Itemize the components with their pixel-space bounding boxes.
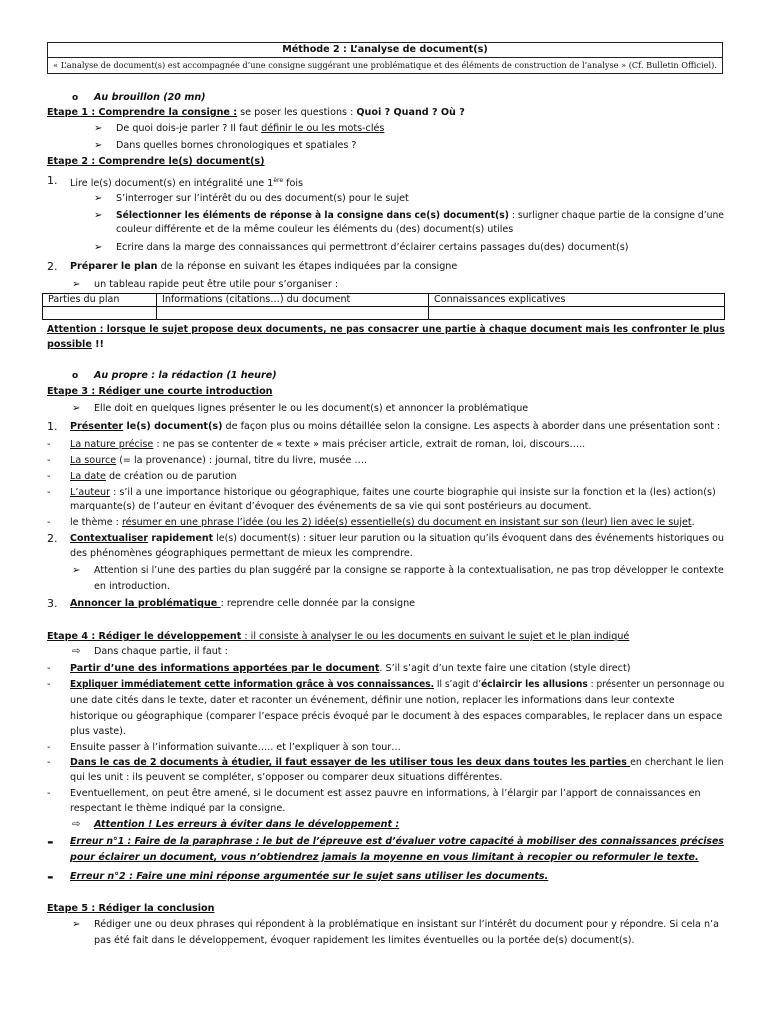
dash-bullet: - bbox=[47, 663, 51, 674]
etape4-d5-line2: respectant le thème indiqué par la consigne. bbox=[70, 803, 286, 814]
attention-line2 bbox=[47, 338, 104, 352]
etape3-n2 bbox=[70, 532, 724, 546]
etape3-n3-rest: : reprendre celle donnée par la consigne bbox=[220, 598, 416, 609]
etape4-e1: Erreur n°1 : Faire de la paraphrase : le but de l’épreuve est d’évaluer votre capacité à mobiliser des connaissances précises bbox=[70, 836, 724, 847]
etape4-d5: Eventuellement, on peut être amené, si le document est assez pauvre en informations, à l’élargir par l’apport de connaissances en bbox=[70, 788, 701, 799]
right-arrow-icon: ⇨ bbox=[72, 819, 81, 830]
etape3-d1 bbox=[70, 438, 585, 452]
attention-possible: possible bbox=[47, 339, 92, 350]
number-1: 1. bbox=[47, 420, 58, 433]
etape3-d2-underline: La source bbox=[70, 455, 117, 466]
dash-bullet: - bbox=[47, 679, 51, 690]
right-arrow-icon: ⇨ bbox=[72, 646, 81, 657]
etape4-d2-line2: une date cités dans le texte, dater et raconter un événement, définir une notion, replacer les informations dans leur contexte bbox=[70, 695, 675, 706]
etape2-n1-sup: ère bbox=[273, 177, 284, 184]
etape4-d2-underline: Expliquer immédiatement cette information grâce à vos connaissances. bbox=[70, 679, 434, 690]
dash-bullet: - bbox=[47, 487, 51, 498]
etape3-d2 bbox=[70, 454, 367, 468]
etape4-line bbox=[47, 630, 629, 644]
etape3-n3-underline: Annoncer la problématique bbox=[70, 598, 221, 609]
etape4-d1-underline: Partir d’une des informations apportées par le document bbox=[70, 663, 380, 674]
etape4-d2 bbox=[70, 678, 724, 692]
dash-bullet: - bbox=[47, 867, 54, 886]
dash-bullet: - bbox=[47, 832, 54, 851]
etape1-line bbox=[47, 106, 465, 120]
etape1-item2: Dans quelles bornes chronologiques et spatiales ? bbox=[116, 140, 357, 151]
etape2-n2 bbox=[70, 260, 457, 274]
arrow-bullet-icon: ➢ bbox=[72, 565, 81, 576]
arrow-bullet-icon: ➢ bbox=[94, 193, 103, 204]
etape2-a4: un tableau rapide peut être utile pour s’organiser : bbox=[94, 279, 339, 290]
etape3-n2-bold: rapidement bbox=[148, 533, 214, 544]
etape3-d5-tail: . bbox=[691, 517, 695, 528]
table-header-cell: Parties du plan bbox=[43, 294, 157, 307]
etape3-n2-rest: le(s) document(s) : situer leur parution ou la situation qu’ils évoquent dans des événements historiques ou bbox=[213, 533, 724, 544]
etape4-d2-line4: plus vaste). bbox=[70, 726, 126, 737]
etape4-title-rest: : il consiste à analyser le ou les documents en suivant le sujet et le plan indiqué bbox=[241, 631, 630, 642]
etape3-d4-rest: : s’il a une importance historique ou géographique, faites une courte biographie qui insiste sur la fonction et la (les) action(s) bbox=[110, 487, 716, 498]
etape3-n1-bold-underline: Présenter bbox=[70, 421, 124, 432]
etape4-d4-rest: en cherchant le lien bbox=[630, 757, 724, 768]
etape2-title: Etape 2 : Comprendre le(s) document(s) bbox=[47, 156, 265, 167]
etape3-d2-rest: (= la provenance) : journal, titre du livre, musée …. bbox=[116, 455, 368, 466]
etape4-title: Etape 4 : Rédiger le développement bbox=[47, 631, 242, 642]
etape3-d4-line2: marquante(s) de l’auteur en évitant d’évoquer des événements de sa vie qui sont postérieurs au document. bbox=[70, 501, 592, 512]
etape4-d1-rest: . S’il s’agit d’un texte faire une citation (style direct) bbox=[379, 663, 631, 674]
etape3-a2-line2: en introduction. bbox=[94, 581, 171, 592]
brouillon-heading: Au brouillon (20 mn) bbox=[94, 92, 206, 103]
arrow-bullet-icon: ➢ bbox=[72, 919, 81, 930]
number-2: 2. bbox=[47, 260, 58, 273]
etape2-a2-rest: : surligner chaque partie de la consigne d’une bbox=[508, 210, 724, 221]
dash-bullet: - bbox=[47, 742, 51, 753]
etape2-a2-bold: Sélectionner les éléments de réponse à la consigne dans ce(s) document(s) bbox=[116, 210, 509, 221]
circle-bullet-icon: o bbox=[72, 93, 79, 103]
etape1-title: Etape 1 : Comprendre la consigne : bbox=[47, 107, 238, 118]
etape1-item1-underline: définir le ou les mots-clés bbox=[261, 123, 385, 134]
etape3-n3 bbox=[70, 597, 415, 611]
arrow-bullet-icon: ➢ bbox=[94, 140, 103, 151]
etape4-d2-bold: éclaircir les allusions bbox=[481, 679, 588, 690]
number-3: 3. bbox=[47, 597, 58, 610]
etape2-n1 bbox=[70, 174, 303, 191]
etape4-r1: Dans chaque partie, il faut : bbox=[94, 646, 228, 657]
etape3-n1 bbox=[70, 420, 720, 434]
etape3-d5-text: le thème : bbox=[70, 517, 122, 528]
arrow-bullet-icon: ➢ bbox=[94, 242, 103, 253]
method-subtitle: « L’analyse de document(s) est accompagnée d’une consigne suggérant une problématique et des éléments de construction de l’analyse » (Cf. Bulletin Officiel). bbox=[53, 60, 717, 70]
etape3-d4-underline: L’auteur bbox=[70, 487, 111, 498]
etape3-n2-line2: des phénomènes géographiques permettant de mieux les comprendre. bbox=[70, 548, 413, 559]
table-header-cell: Informations (citations…) du document bbox=[157, 294, 429, 307]
dash-bullet: - bbox=[47, 757, 51, 768]
etape1-questions: Quoi ? Quand ? Où ? bbox=[356, 107, 465, 118]
etape2-a3: Ecrire dans la marge des connaissances qui permettront d’éclairer certains passages du(des) document(s) bbox=[116, 242, 629, 253]
table-cell bbox=[43, 307, 157, 320]
dash-bullet: - bbox=[47, 439, 51, 450]
attention-line1: Attention : lorsque le sujet propose deux documents, ne pas consacrer une partie à chaque document mais les confronter le plus bbox=[47, 324, 725, 335]
etape2-n2-rest: de la réponse en suivant les étapes indiquées par la consigne bbox=[157, 261, 458, 272]
propre-heading: Au propre : la rédaction (1 heure) bbox=[94, 370, 277, 381]
etape3-d3-underline: La date bbox=[70, 471, 106, 482]
etape4-e1-line2: pour éclairer un document, vous n’obtiendrez jamais la moyenne en vous limitant à recopier ou reformuler le texte. bbox=[70, 852, 699, 863]
etape4-e2: Erreur n°2 : Faire une mini réponse argumentée sur le sujet sans utiliser les documents. bbox=[70, 871, 549, 882]
etape4-d2-line3: historique ou géographique (comparer l’espace précis évoqué par le document à des espaces comparables, le replacer dans un espace bbox=[70, 711, 723, 722]
etape4-d3: Ensuite passer à l’information suivante….. et l’expliquer à son tour… bbox=[70, 742, 401, 753]
etape5-a1-line2: pas été fait dans le développement, évoquer rapidement les limites éventuelles ou la portée de(s) document(s). bbox=[94, 935, 635, 946]
table-row bbox=[43, 307, 725, 320]
attention-tail: !! bbox=[91, 339, 104, 350]
etape4-d2-mid: Il s’agit d’ bbox=[433, 679, 482, 690]
etape4-d4-line2: qui les unit : ils peuvent se compléter, s’opposer ou comparer deux situations différentes. bbox=[70, 772, 503, 783]
plan-table bbox=[42, 293, 725, 320]
number-2: 2. bbox=[47, 532, 58, 545]
etape3-title: Etape 3 : Rédiger une courte introduction bbox=[47, 386, 273, 397]
etape3-d3-rest: de création ou de parution bbox=[105, 471, 237, 482]
table-row bbox=[43, 294, 725, 307]
method-title: Méthode 2 : L’analyse de document(s) bbox=[282, 44, 488, 55]
dash-bullet: - bbox=[47, 517, 51, 528]
etape3-a1: Elle doit en quelques lignes présenter le ou les document(s) et annoncer la problématique bbox=[94, 403, 529, 414]
etape2-a1: S’interroger sur l’intérêt du ou des document(s) pour le sujet bbox=[116, 193, 409, 204]
etape3-d5-underline: résumer en une phrase l’idée (ou les 2) idée(s) essentielle(s) du document en insistant sur son (leur) lien avec le sujet bbox=[121, 517, 692, 528]
table-header-cell: Connaissances explicatives bbox=[429, 294, 725, 307]
dash-bullet: - bbox=[47, 788, 51, 799]
etape4-d4-underline: Dans le cas de 2 documents à étudier, il faut essayer de les utiliser tous les deux dans toutes les parties bbox=[70, 757, 631, 768]
table-cell bbox=[157, 307, 429, 320]
arrow-bullet-icon: ➢ bbox=[94, 210, 103, 221]
arrow-bullet-icon: ➢ bbox=[72, 403, 81, 414]
etape4-d1 bbox=[70, 662, 630, 676]
etape3-n1-bold: le(s) document(s) bbox=[123, 421, 223, 432]
etape1-item1 bbox=[116, 122, 384, 136]
etape3-d1-rest: : ne pas se contenter de « texte » mais préciser article, extrait de roman, loi, discours….. bbox=[153, 439, 586, 450]
etape3-d3 bbox=[70, 470, 237, 484]
etape3-d5 bbox=[70, 516, 695, 530]
etape3-d4 bbox=[70, 486, 716, 500]
dash-bullet: - bbox=[47, 455, 51, 466]
etape5-title: Etape 5 : Rédiger la conclusion bbox=[47, 903, 215, 914]
arrow-bullet-icon: ➢ bbox=[72, 279, 81, 290]
etape2-n2-bold: Préparer le plan bbox=[70, 261, 158, 272]
etape1-item1-text: De quoi dois-je parler ? Il faut bbox=[116, 123, 262, 134]
table-cell bbox=[429, 307, 725, 320]
etape4-d2-rest: : présenter un personnage ou bbox=[587, 679, 725, 690]
etape3-n2-bold-underline: Contextualiser bbox=[70, 533, 149, 544]
number-1: 1. bbox=[47, 174, 58, 187]
etape1-rest: se poser les questions : bbox=[237, 107, 357, 118]
etape3-d1-underline: La nature précise bbox=[70, 439, 154, 450]
etape2-a2-line2: couleur différente et de la même couleur les éléments du (des) document(s) utiles bbox=[116, 224, 514, 235]
etape5-a1: Rédiger une ou deux phrases qui répondent à la problématique en insistant sur l’intérêt du document pour y répondre. Si cela n’a bbox=[94, 919, 719, 930]
arrow-bullet-icon: ➢ bbox=[94, 123, 103, 134]
dash-bullet: - bbox=[47, 471, 51, 482]
etape4-r2: Attention ! Les erreurs à éviter dans le développement : bbox=[94, 819, 400, 830]
method-header-box bbox=[47, 42, 723, 74]
etape3-a2: Attention si l’une des parties du plan suggéré par la consigne se rapporte à la contextualisation, ne pas trop développer le contexte bbox=[94, 565, 724, 576]
etape3-n1-rest: de façon plus ou moins détaillée selon la consigne. Les aspects à aborder dans une présentation sont : bbox=[222, 421, 721, 432]
etape2-a2 bbox=[116, 209, 724, 223]
etape2-n1-text: Lire le(s) document(s) en intégralité une 1 bbox=[70, 178, 274, 190]
circle-bullet-icon: o bbox=[72, 371, 79, 381]
etape4-d4 bbox=[70, 756, 724, 770]
etape2-n1-tail: fois bbox=[283, 178, 304, 190]
